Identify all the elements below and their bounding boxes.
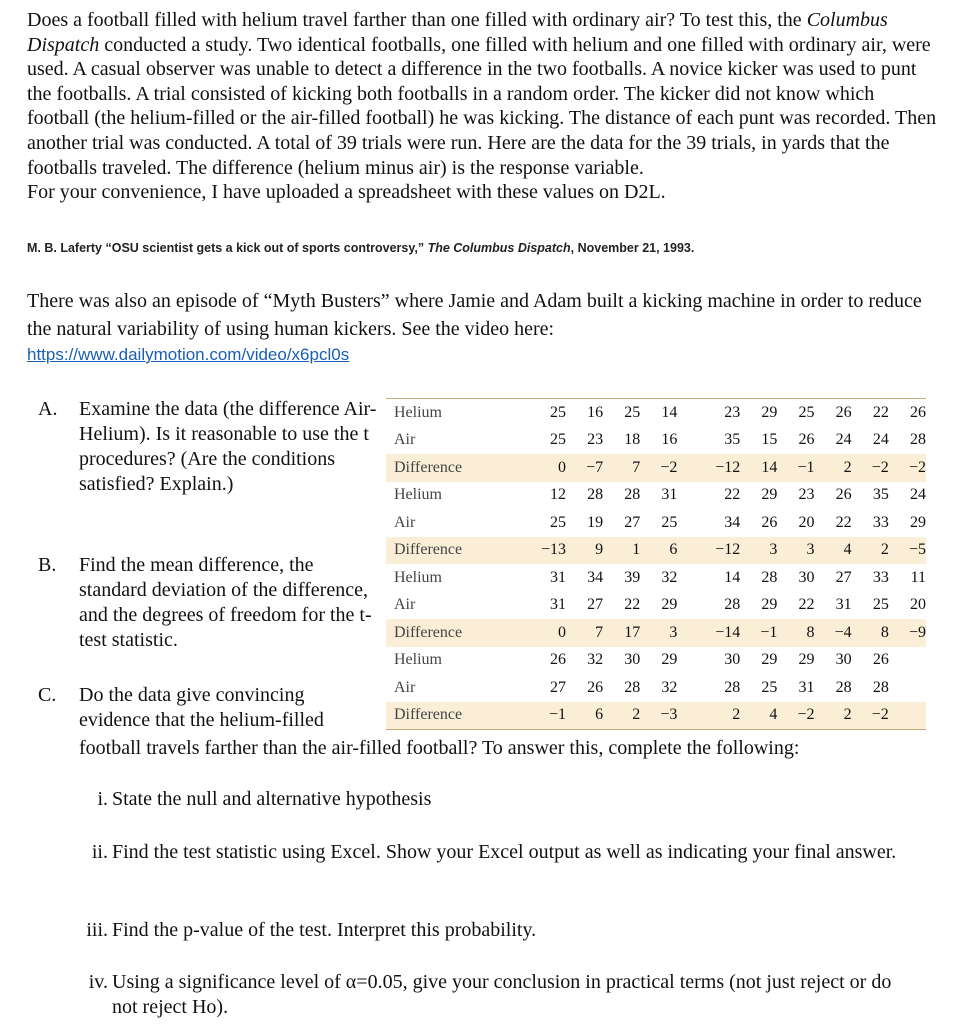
table-cell: 25 <box>529 399 566 427</box>
table-cell: 29 <box>661 596 678 614</box>
table-cell: 35 <box>724 431 741 449</box>
table-row-helium <box>386 647 926 675</box>
table-cell: 25 <box>549 513 566 531</box>
table-cell: 2 <box>703 702 740 730</box>
table-cell: 31 <box>549 596 566 614</box>
football-data-table <box>386 398 926 730</box>
convenience-note: For your convenience, I have uploaded a spreadsheet with these values on D2L. <box>27 181 666 204</box>
table-cell: −7 <box>586 458 604 476</box>
table-cell: 14 <box>640 399 677 427</box>
citation-source: The Columbus Dispatch <box>427 241 571 255</box>
table-cell: −1 <box>797 458 815 476</box>
table-cell: 25 <box>761 678 778 696</box>
table-cell: −12 <box>715 541 741 559</box>
table-cell: 15 <box>761 431 778 449</box>
column-gap <box>677 482 703 510</box>
table-cell: 25 <box>549 431 566 449</box>
table-cell: −5 <box>908 541 926 559</box>
row-label: Air <box>394 596 416 614</box>
table-cell: 24 <box>872 431 889 449</box>
table-cell: −14 <box>715 623 741 641</box>
column-gap <box>677 674 703 702</box>
table-cell: 23 <box>798 486 815 504</box>
subquestion-iv-text: Using a significance level of α=0.05, give your conclusion in practical terms (not just reject or do not reject Ho). <box>112 971 892 1018</box>
table-cell: 7 <box>595 623 604 641</box>
table-row-difference <box>386 702 926 730</box>
table-cell: 3 <box>806 541 815 559</box>
table-cell: 34 <box>724 513 741 531</box>
table-cell: 22 <box>624 596 641 614</box>
table-cell: 24 <box>910 486 926 504</box>
question-a-text: Examine the data (the difference Air-Helium). Is it reasonable to use the t procedures? (Are the conditions satisfied? Explain.) <box>79 398 377 495</box>
table-cell: 28 <box>724 596 741 614</box>
intro-paragraph <box>27 8 937 205</box>
table-cell: 27 <box>835 568 852 586</box>
table-cell: −4 <box>834 623 852 641</box>
row-label: Air <box>394 431 416 449</box>
row-label: Difference <box>394 623 463 641</box>
table-row-air <box>386 427 926 455</box>
table-cell: 26 <box>815 399 852 427</box>
question-c-label: C. <box>38 684 57 706</box>
table-cell: 22 <box>852 399 889 427</box>
citation-date: , November 21, 1993. <box>570 241 695 255</box>
table-cell: −2 <box>908 458 926 476</box>
table-cell: 28 <box>835 678 852 696</box>
video-link[interactable]: https://www.dailymotion.com/video/x6pcl0s <box>27 345 350 364</box>
table-row-helium <box>386 482 926 510</box>
table-cell: 23 <box>703 399 740 427</box>
row-label: Helium <box>386 399 529 427</box>
table-cell: 32 <box>661 678 678 696</box>
table-cell: 27 <box>587 596 604 614</box>
table-cell: 28 <box>724 678 741 696</box>
table-cell: 28 <box>761 568 778 586</box>
question-a-label: A. <box>38 398 58 420</box>
table-cell <box>889 702 926 730</box>
table-cell: 32 <box>587 651 604 669</box>
subquestion-i-text: State the null and alternative hypothesis <box>112 788 432 810</box>
table-cell: 28 <box>910 431 926 449</box>
table-cell: 29 <box>910 513 926 531</box>
row-label: Difference <box>394 541 463 559</box>
table-cell: 28 <box>587 486 604 504</box>
table-cell: −1 <box>760 623 778 641</box>
table-cell: 28 <box>624 486 641 504</box>
table-cell: 28 <box>624 678 641 696</box>
question-b-text: Find the mean difference, the standard deviation of the difference, and the degrees of freedom for the t-test statistic. <box>79 554 372 651</box>
table-cell: 20 <box>910 596 926 614</box>
column-gap <box>677 454 703 482</box>
table-row-difference <box>386 619 926 647</box>
column-gap <box>677 427 703 455</box>
table-cell: 26 <box>889 399 926 427</box>
table-cell: 4 <box>740 702 777 730</box>
table-cell: 25 <box>661 513 678 531</box>
column-gap <box>677 509 703 537</box>
table-cell: −2 <box>852 702 889 730</box>
subquestion-ii-label: ii. <box>91 841 108 863</box>
table-cell: 28 <box>872 678 889 696</box>
column-gap <box>677 592 703 620</box>
table-cell: 12 <box>549 486 566 504</box>
intro-text-1: Does a football filled with helium travel farther than one filled with ordinary air? To test this, the <box>27 9 807 31</box>
table-cell: 31 <box>798 678 815 696</box>
table-cell: 34 <box>587 568 604 586</box>
table-cell: 29 <box>761 486 778 504</box>
table-cell: 30 <box>798 568 815 586</box>
subquestion-iii-label: iii. <box>86 919 108 941</box>
column-gap <box>677 702 703 730</box>
table-cell: 29 <box>761 596 778 614</box>
myth-busters-paragraph: There was also an episode of “Myth Busters” where Jamie and Adam built a kicking machine in order to reduce the natural variability of using human kickers. See the video here: <box>27 290 922 340</box>
column-gap <box>677 564 703 592</box>
subquestion-i-label: i. <box>97 788 108 810</box>
table-row-difference <box>386 537 926 565</box>
table-cell: 20 <box>798 513 815 531</box>
table-cell: 26 <box>872 651 889 669</box>
table-cell: 25 <box>872 596 889 614</box>
table-cell: 16 <box>566 399 603 427</box>
table-cell: 2 <box>843 458 852 476</box>
row-label: Helium <box>394 568 442 586</box>
table-cell: 3 <box>769 541 778 559</box>
table-cell: 14 <box>724 568 741 586</box>
citation-text: M. B. Laferty “OSU scientist gets a kick out of sports controversy,” <box>27 241 428 255</box>
table-cell: 26 <box>798 431 815 449</box>
table-cell: −3 <box>640 702 677 730</box>
table-cell: 19 <box>587 513 604 531</box>
table-cell: 22 <box>798 596 815 614</box>
table-cell: 22 <box>724 486 741 504</box>
table-cell: 32 <box>661 568 678 586</box>
subquestion-iv-label: iv. <box>88 971 108 993</box>
table-cell: 2 <box>880 541 889 559</box>
table-cell: −2 <box>660 458 678 476</box>
table-row-air <box>386 592 926 620</box>
table-cell: 29 <box>661 651 678 669</box>
table-cell: −9 <box>908 623 926 641</box>
table-cell: 31 <box>549 568 566 586</box>
table-row-air <box>386 674 926 702</box>
table-cell: 39 <box>624 568 641 586</box>
row-label: Air <box>394 678 416 696</box>
column-gap <box>677 537 703 565</box>
row-label: Difference <box>394 458 463 476</box>
table-cell: −2 <box>777 702 814 730</box>
table-cell: 14 <box>761 458 778 476</box>
table-cell: 33 <box>872 513 889 531</box>
table-cell: 26 <box>549 651 566 669</box>
question-c-continuation: football travels farther than the air-filled football? To answer this, complete the following: <box>79 737 800 759</box>
table-cell: 33 <box>872 568 889 586</box>
table-cell: −13 <box>540 541 566 559</box>
row-label: Difference <box>386 702 529 730</box>
row-label: Helium <box>394 651 442 669</box>
table-cell <box>889 674 926 702</box>
table-cell: 26 <box>761 513 778 531</box>
question-b-label: B. <box>38 554 57 576</box>
table-cell: 2 <box>815 702 852 730</box>
table-cell: 26 <box>835 486 852 504</box>
table-cell: 30 <box>624 651 641 669</box>
table-cell: 25 <box>777 399 814 427</box>
table-cell: 7 <box>632 458 641 476</box>
question-c-text: Do the data give convincing evidence that the helium-filled <box>79 684 324 731</box>
table-cell: 0 <box>557 623 566 641</box>
table-cell: −1 <box>529 702 566 730</box>
table-cell: 26 <box>587 678 604 696</box>
table-cell: −12 <box>715 458 741 476</box>
table-cell: 29 <box>798 651 815 669</box>
table-cell: 0 <box>557 458 566 476</box>
column-gap <box>677 619 703 647</box>
table-cell: 9 <box>595 541 604 559</box>
table-row-difference <box>386 454 926 482</box>
table-cell: 24 <box>835 431 852 449</box>
table-cell: 3 <box>669 623 678 641</box>
table-cell: −2 <box>871 458 889 476</box>
table-cell <box>889 647 926 675</box>
newspaper-name: Columbus Dispatch <box>27 9 888 56</box>
table-cell: 29 <box>740 399 777 427</box>
column-gap <box>677 399 703 427</box>
table-cell: 31 <box>661 486 678 504</box>
table-cell: 4 <box>843 541 852 559</box>
table-cell: 35 <box>872 486 889 504</box>
table-cell: 22 <box>835 513 852 531</box>
column-gap <box>677 647 703 675</box>
table-cell: 6 <box>566 702 603 730</box>
table-cell: 30 <box>724 651 741 669</box>
table-cell: 6 <box>669 541 678 559</box>
table-cell: 25 <box>603 399 640 427</box>
table-row-helium <box>386 564 926 592</box>
table-cell: 27 <box>549 678 566 696</box>
table-cell: 31 <box>835 596 852 614</box>
table-cell: 29 <box>761 651 778 669</box>
table-cell: 8 <box>880 623 889 641</box>
subquestion-ii-text: Find the test statistic using Excel. Show your Excel output as well as indicating your final answer. <box>112 841 897 863</box>
table-cell: 18 <box>624 431 641 449</box>
citation <box>27 241 937 255</box>
table-row-air <box>386 509 926 537</box>
table-cell: 27 <box>624 513 641 531</box>
row-label: Helium <box>394 486 442 504</box>
intro-text-2: conducted a study. Two identical footballs, one filled with helium and one filled with ordinary air, were used. A casual observer was unable to detect a difference in the two footballs. A novice kicker was used to punt the footballs. A trial consisted of kicking both footballs in a random order. The kicker did not know which football (the helium-filled or the air-filled football) he was kicking. The distance of each punt was recorded. Then another trial was conducted. A total of 39 trials were run. Here are the data for the 39 trials, in yards that the footballs traveled. The difference (helium minus air) is the response variable. <box>27 33 937 179</box>
table-cell: 23 <box>587 431 604 449</box>
subquestion-iii-text: Find the p-value of the test. Interpret this probability. <box>112 919 537 941</box>
table-cell: 1 <box>632 541 641 559</box>
table-cell: 2 <box>603 702 640 730</box>
table-cell: 17 <box>624 623 641 641</box>
table-cell: 8 <box>806 623 815 641</box>
table-cell: 16 <box>661 431 678 449</box>
table-cell: 30 <box>835 651 852 669</box>
table-cell: 11 <box>910 568 926 586</box>
table-row-helium <box>386 399 926 427</box>
row-label: Air <box>394 513 416 531</box>
